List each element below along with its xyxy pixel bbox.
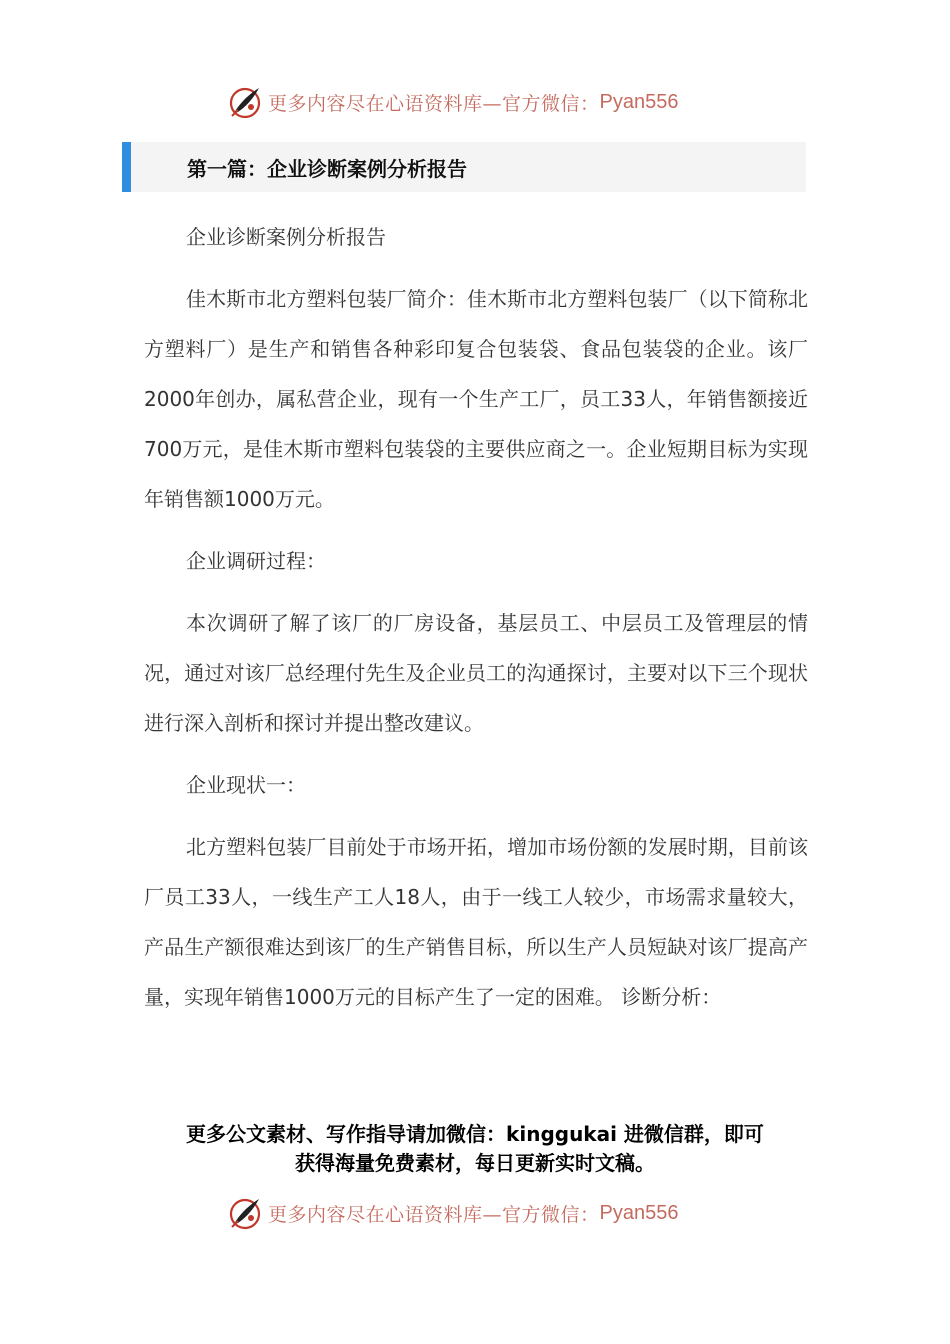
notice-line-2: 获得海量免费素材，每日更新实时文稿。 — [295, 1151, 655, 1175]
quill-pen-logo-icon — [226, 83, 264, 121]
paragraph-research: 本次调研了解了该厂的厂房设备，基层员工、中层员工及管理层的情况，通过对该厂总经理付先生及企业员工的沟通探讨，主要对以下三个现状进行深入剖析和探讨并提出整改建议。 — [144, 611, 808, 735]
section-title: 第一篇：企业诊断案例分析报告 — [187, 156, 467, 181]
accent-bar — [122, 142, 131, 192]
paragraph-status: 北方塑料包装厂目前处于市场开拓，增加市场份额的发展时期，目前该厂员工33人，一线生产工人18人，由于一线工人较少，市场需求量较大，产品生产额很难达到该厂的生产销售目标，所以生产人员短缺对该厂提高产量，实现年销售1000万元的目标产生了一定的困难。 诊断分析： — [144, 835, 808, 1009]
section-header — [122, 142, 806, 192]
wechat-id: Pyan556 — [599, 1201, 679, 1224]
wechat-notice — [140, 1120, 810, 1178]
footer-banner — [226, 1193, 726, 1233]
header-banner — [226, 82, 726, 122]
banner-text: 更多内容尽在心语资料库—官方微信： — [268, 92, 600, 115]
article-body — [144, 212, 808, 1034]
wechat-id: Pyan556 — [599, 90, 679, 113]
quill-pen-logo-icon — [226, 1194, 264, 1232]
notice-line-1: 更多公文素材、写作指导请加微信：kinggukai 进微信群，即可 — [186, 1122, 764, 1146]
banner-text: 更多内容尽在心语资料库—官方微信： — [268, 1203, 600, 1226]
paragraph-research-heading: 企业调研过程： — [186, 549, 326, 573]
paragraph-status-heading: 企业现状一： — [186, 773, 306, 797]
paragraph-subtitle: 企业诊断案例分析报告 — [186, 225, 386, 249]
paragraph-intro: 佳木斯市北方塑料包装厂简介：佳木斯市北方塑料包装厂（以下简称北方塑料厂）是生产和销售各种彩印复合包装袋、食品包装袋的企业。该厂2000年创办，属私营企业，现有一个生产工厂，员工33人，年销售额接近700万元，是佳木斯市塑料包装袋的主要供应商之一。企业短期目标为实现年销售额1000万元。 — [144, 287, 808, 511]
